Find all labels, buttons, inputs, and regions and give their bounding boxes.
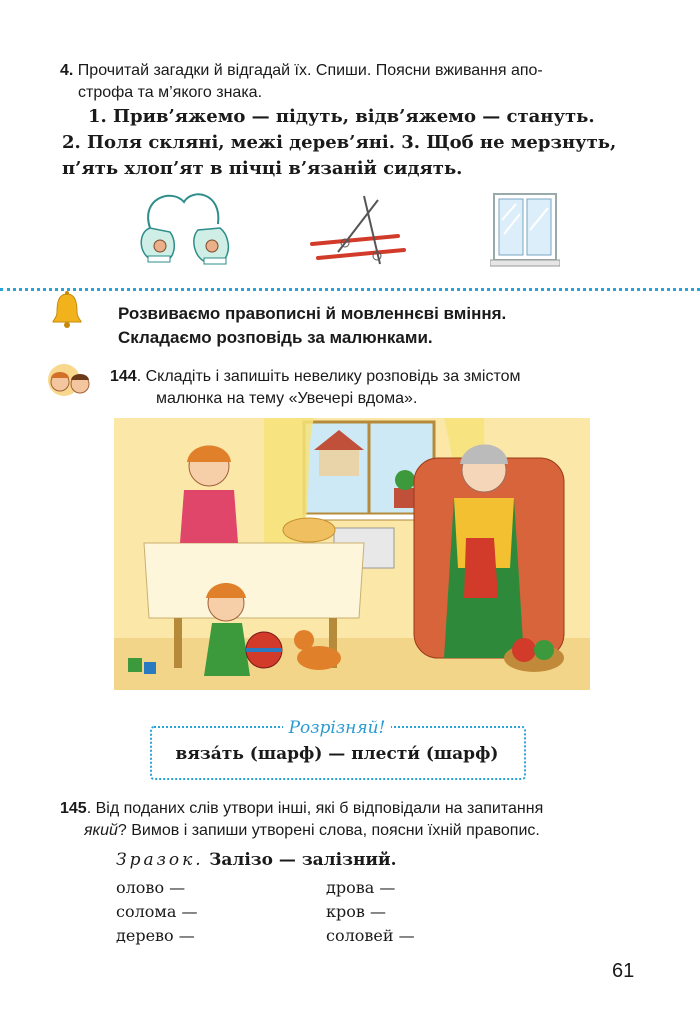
mittens-icon xyxy=(132,188,242,268)
section-divider xyxy=(0,288,700,291)
distinguish-text: вяза́ть (шарф) — плести́ (шарф) xyxy=(175,744,499,764)
evening-at-home-illustration xyxy=(114,418,590,690)
word-item: олово — xyxy=(116,878,186,897)
heading-line-2: Складаємо розповідь за малюнками. xyxy=(118,328,433,347)
instruction-line-1: Прочитай загадки й відгадай їх. Спиши. Поясни вживання апо- xyxy=(77,62,543,79)
section-heading xyxy=(118,302,506,350)
instruction-line-2: малюнка на тему «Увечері вдома». xyxy=(156,390,418,407)
instruction-line-2: строфа та м’якого знака. xyxy=(78,84,263,101)
window-icon xyxy=(490,190,560,270)
riddles-text xyxy=(62,104,644,182)
exercise-4-instruction xyxy=(60,60,640,104)
riddle-line: п’ять хлоп’ят в пічці в’язаній сидять. xyxy=(62,158,463,179)
question-word: який xyxy=(84,822,118,839)
group-work-icon xyxy=(44,360,98,400)
exercise-number: 4. xyxy=(60,62,74,79)
word-item: солома — xyxy=(116,902,198,921)
instruction-line-1: . Складіть і запишіть невелику розповідь за змістом xyxy=(136,368,521,385)
exercise-number: 144 xyxy=(110,368,137,385)
word-item: кров — xyxy=(326,902,386,921)
distinguish-box xyxy=(150,718,524,778)
sample-text: Залізо — залізний. xyxy=(209,850,397,870)
word-item: дрова — xyxy=(326,878,396,897)
riddle-line: 1. Прив’яжемо — підуть, відв’яжемо — стануть. xyxy=(88,106,595,127)
word-column-1 xyxy=(116,876,197,948)
page-number: 61 xyxy=(612,960,635,982)
instruction-line-1: . Від поданих слів утвори інші, які б відповідали на запитання xyxy=(86,800,544,817)
distinguish-title-wrap xyxy=(150,718,524,738)
bell-icon xyxy=(50,290,84,330)
instruction-line-2-rest: ? Вимов і запиши утворені слова, поясни їхній правопис. xyxy=(117,822,540,839)
word-item: соловей — xyxy=(326,926,415,945)
sample-line xyxy=(116,850,397,870)
riddle-line: 2. Поля склянi, межі дерев’яні. 3. Щоб не мерзнуть, xyxy=(62,132,617,153)
word-item: дерево — xyxy=(116,926,195,945)
exercise-144-instruction xyxy=(110,366,640,410)
skis-icon xyxy=(308,192,408,270)
word-column-2 xyxy=(326,876,415,948)
exercise-number: 145 xyxy=(60,800,87,817)
distinguish-title: Розрізняй! xyxy=(283,718,392,738)
heading-line-1: Розвиваємо правописні й мовленнєві вміння. xyxy=(118,304,507,323)
instruction-line-2 xyxy=(60,820,650,842)
sample-label: Зразок. xyxy=(116,850,204,870)
exercise-145-instruction xyxy=(60,798,650,842)
